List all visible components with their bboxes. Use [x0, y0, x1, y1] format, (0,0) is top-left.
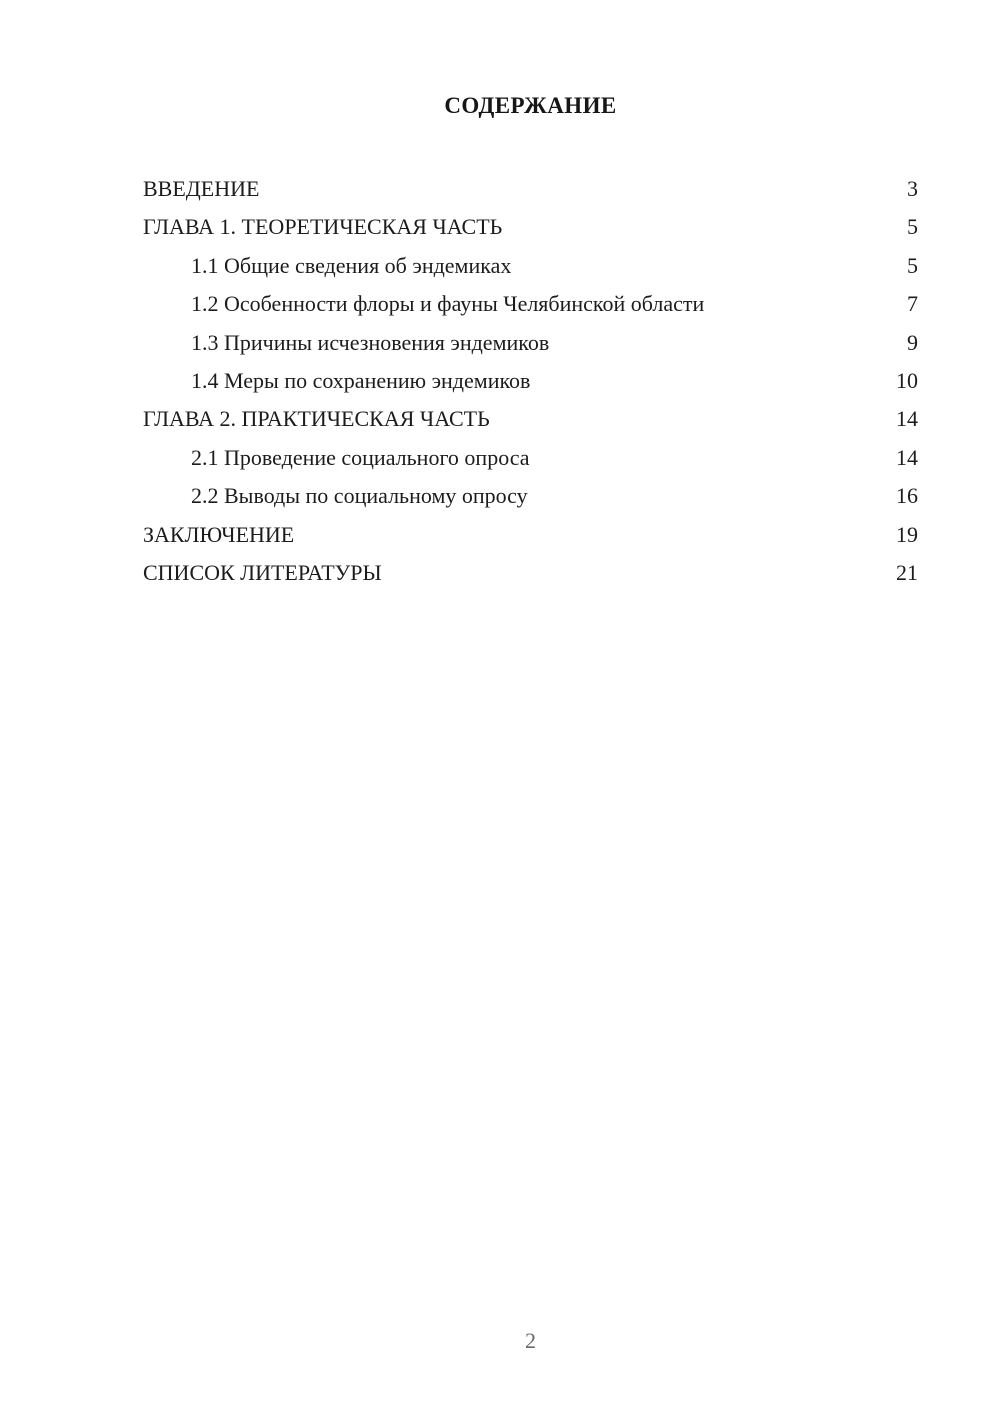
toc-entry-page-number: 19 [896, 521, 918, 547]
toc-row [143, 208, 918, 246]
toc-entry-label: 1.4 Меры по сохранению эндемиков [191, 367, 531, 393]
toc-row [143, 439, 918, 477]
toc-row [143, 400, 918, 438]
toc-entry-label: 2.2 Выводы по социальному опросу [191, 483, 528, 509]
toc-entry-page-number: 5 [907, 214, 918, 240]
toc-entry-page-number: 5 [907, 252, 918, 278]
toc-row [143, 285, 918, 323]
toc-entry-page-number: 3 [907, 176, 918, 201]
toc-entry-page-number: 14 [896, 444, 918, 470]
toc-row [143, 247, 918, 285]
toc-row [143, 516, 918, 554]
toc-row [143, 324, 918, 362]
toc-entry-page-number: 7 [907, 291, 918, 317]
toc-entry-page-number: 21 [896, 559, 918, 585]
toc-entry-label: 1.3 Причины исчезновения эндемиков [191, 329, 550, 355]
toc-entry-label: 1.1 Общие сведения об эндемиках [191, 252, 512, 278]
footer-page-number: 2 [525, 1328, 536, 1353]
toc-entry-label: 2.1 Проведение социального опроса [191, 444, 530, 470]
toc-row [143, 362, 918, 400]
page-title: СОДЕРЖАНИЕ [444, 93, 617, 118]
toc-entry-label: ВВЕДЕНИЕ [143, 176, 260, 201]
toc-entry-label: 1.2 Особенности флоры и фауны Челябинской области [191, 291, 705, 317]
toc-entry-page-number: 9 [907, 329, 918, 355]
toc-list [143, 170, 918, 592]
toc-entry-page-number: 16 [896, 483, 918, 509]
toc-entry-page-number: 10 [896, 367, 918, 393]
toc-row [143, 477, 918, 515]
toc-entry-page-number: 14 [896, 406, 918, 432]
toc-entry-label: ЗАКЛЮЧЕНИЕ [143, 521, 295, 547]
page-content [143, 92, 918, 592]
toc-entry-label: ГЛАВА 2. ПРАКТИЧЕСКАЯ ЧАСТЬ [143, 406, 490, 432]
toc-entry-label: ГЛАВА 1. ТЕОРЕТИЧЕСКАЯ ЧАСТЬ [143, 214, 503, 240]
toc-entry-label: СПИСОК ЛИТЕРАТУРЫ [143, 559, 382, 585]
toc-row [143, 170, 918, 208]
toc-row [143, 554, 918, 592]
